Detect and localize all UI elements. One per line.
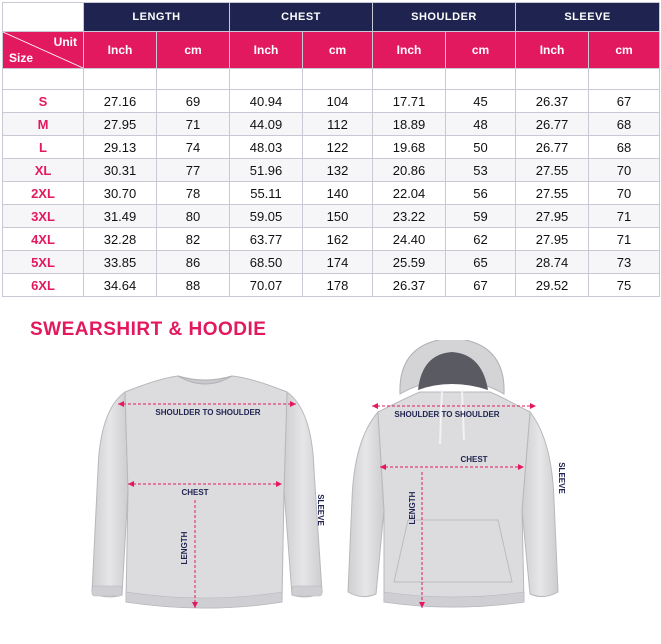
measurement-cell: 55.11 — [230, 182, 303, 205]
unit-header: Inch — [84, 32, 157, 69]
hoodie-illustration — [348, 340, 558, 607]
measurement-cell: 51.96 — [230, 159, 303, 182]
measurement-cell: 30.31 — [84, 159, 157, 182]
size-label: 6XL — [3, 274, 84, 297]
measurement-cell: 26.37 — [516, 90, 589, 113]
header-blank-cell — [3, 3, 84, 32]
hoodie-sleeve-label: SLEEVE — [557, 462, 566, 494]
size-label: 4XL — [3, 228, 84, 251]
measurement-cell: 68 — [589, 113, 660, 136]
measurement-cell: 24.40 — [373, 228, 446, 251]
measurement-cell: 28.74 — [516, 251, 589, 274]
group-header-length: LENGTH — [84, 3, 230, 32]
size-label: 2XL — [3, 182, 84, 205]
measurement-cell: 26.77 — [516, 136, 589, 159]
garment-illustrations — [0, 340, 661, 644]
size-label: 5XL — [3, 251, 84, 274]
measurement-cell: 122 — [303, 136, 373, 159]
measurement-cell: 48.03 — [230, 136, 303, 159]
measurement-cell: 31.49 — [84, 205, 157, 228]
sweatshirt-length-label: LENGTH — [180, 531, 189, 565]
corner-size-label: Size — [9, 51, 34, 65]
measurement-cell: 25.59 — [373, 251, 446, 274]
measurement-cell: 71 — [589, 205, 660, 228]
measurement-cell: 67 — [589, 90, 660, 113]
measurement-cell: 29.52 — [516, 274, 589, 297]
measurement-cell: 22.04 — [373, 182, 446, 205]
unit-header: Inch — [516, 32, 589, 69]
table-row — [3, 136, 660, 159]
table-row — [3, 274, 660, 297]
measurement-cell: 27.55 — [516, 159, 589, 182]
unit-header: cm — [303, 32, 373, 69]
measurement-cell: 34.64 — [84, 274, 157, 297]
measurement-cell: 59 — [446, 205, 516, 228]
measurement-cell: 71 — [157, 113, 230, 136]
measurement-cell: 104 — [303, 90, 373, 113]
sweatshirt-sleeve-measure — [316, 494, 325, 526]
table-row — [3, 182, 660, 205]
measurement-cell: 20.86 — [373, 159, 446, 182]
measurement-cell: 150 — [303, 205, 373, 228]
corner-unit-label: Unit — [53, 35, 77, 49]
measurement-cell: 27.95 — [516, 205, 589, 228]
measurement-cell: 140 — [303, 182, 373, 205]
measurement-cell: 48 — [446, 113, 516, 136]
sweatshirt-shoulder-label: SHOULDER TO SHOULDER — [155, 408, 261, 417]
measurement-cell: 27.16 — [84, 90, 157, 113]
table-row — [3, 159, 660, 182]
group-header-shoulder: SHOULDER — [373, 3, 516, 32]
measurement-cell: 86 — [157, 251, 230, 274]
measurement-cell: 162 — [303, 228, 373, 251]
measurement-cell: 26.77 — [516, 113, 589, 136]
size-label: M — [3, 113, 84, 136]
spacer-row — [3, 69, 660, 90]
measurement-cell: 53 — [446, 159, 516, 182]
measurement-cell: 68 — [589, 136, 660, 159]
measurement-cell: 56 — [446, 182, 516, 205]
measurement-cell: 174 — [303, 251, 373, 274]
table-row — [3, 90, 660, 113]
measurement-cell: 73 — [589, 251, 660, 274]
size-label: S — [3, 90, 84, 113]
unit-header: cm — [157, 32, 230, 69]
section-title: SWEARSHIRT & HOODIE — [30, 319, 267, 340]
table-row — [3, 205, 660, 228]
table-row — [3, 228, 660, 251]
measurement-cell: 33.85 — [84, 251, 157, 274]
measurement-cell: 80 — [157, 205, 230, 228]
unit-header-row — [3, 32, 660, 69]
measurement-cell: 23.22 — [373, 205, 446, 228]
measurement-cell: 132 — [303, 159, 373, 182]
measurement-cell: 68.50 — [230, 251, 303, 274]
measurement-cell: 27.95 — [516, 228, 589, 251]
measurement-cell: 27.55 — [516, 182, 589, 205]
measurement-cell: 70 — [589, 159, 660, 182]
size-chart-table — [2, 2, 660, 297]
measurement-cell: 32.28 — [84, 228, 157, 251]
measurement-cell: 67 — [446, 274, 516, 297]
measurement-cell: 63.77 — [230, 228, 303, 251]
measurement-cell: 70 — [589, 182, 660, 205]
group-header-chest: CHEST — [230, 3, 373, 32]
measurement-cell: 45 — [446, 90, 516, 113]
sweatshirt-chest-label: CHEST — [181, 488, 209, 497]
hoodie-sleeve-measure — [557, 462, 566, 494]
measurement-cell: 62 — [446, 228, 516, 251]
measurement-cell: 77 — [157, 159, 230, 182]
measurement-cell: 69 — [157, 90, 230, 113]
unit-header: cm — [446, 32, 516, 69]
hoodie-shoulder-label: SHOULDER TO SHOULDER — [394, 410, 500, 419]
measurement-cell: 17.71 — [373, 90, 446, 113]
measurement-cell: 30.70 — [84, 182, 157, 205]
measurement-cell: 40.94 — [230, 90, 303, 113]
size-label: L — [3, 136, 84, 159]
measurement-cell: 44.09 — [230, 113, 303, 136]
measurement-cell: 29.13 — [84, 136, 157, 159]
measurement-cell: 18.89 — [373, 113, 446, 136]
measurement-cell: 78 — [157, 182, 230, 205]
measurement-cell: 75 — [589, 274, 660, 297]
measurement-cell: 88 — [157, 274, 230, 297]
size-label: XL — [3, 159, 84, 182]
table-row — [3, 251, 660, 274]
measurement-cell: 74 — [157, 136, 230, 159]
measurement-cell: 178 — [303, 274, 373, 297]
measurement-cell: 59.05 — [230, 205, 303, 228]
hoodie-chest-label: CHEST — [460, 455, 488, 464]
measurement-cell: 19.68 — [373, 136, 446, 159]
measurement-cell: 27.95 — [84, 113, 157, 136]
measurement-cell: 70.07 — [230, 274, 303, 297]
unit-header: Inch — [373, 32, 446, 69]
measurement-cell: 50 — [446, 136, 516, 159]
size-label: 3XL — [3, 205, 84, 228]
group-header-row — [3, 3, 660, 32]
group-header-sleeve: SLEEVE — [516, 3, 660, 32]
table-row — [3, 113, 660, 136]
size-unit-corner-cell — [3, 32, 84, 69]
unit-header: cm — [589, 32, 660, 69]
measurement-cell: 112 — [303, 113, 373, 136]
unit-header: Inch — [230, 32, 303, 69]
measurement-cell: 82 — [157, 228, 230, 251]
measurement-cell: 65 — [446, 251, 516, 274]
measurement-cell: 26.37 — [373, 274, 446, 297]
hoodie-length-label: LENGTH — [408, 491, 417, 525]
measurement-cell: 71 — [589, 228, 660, 251]
sweatshirt-sleeve-label: SLEEVE — [316, 494, 325, 526]
